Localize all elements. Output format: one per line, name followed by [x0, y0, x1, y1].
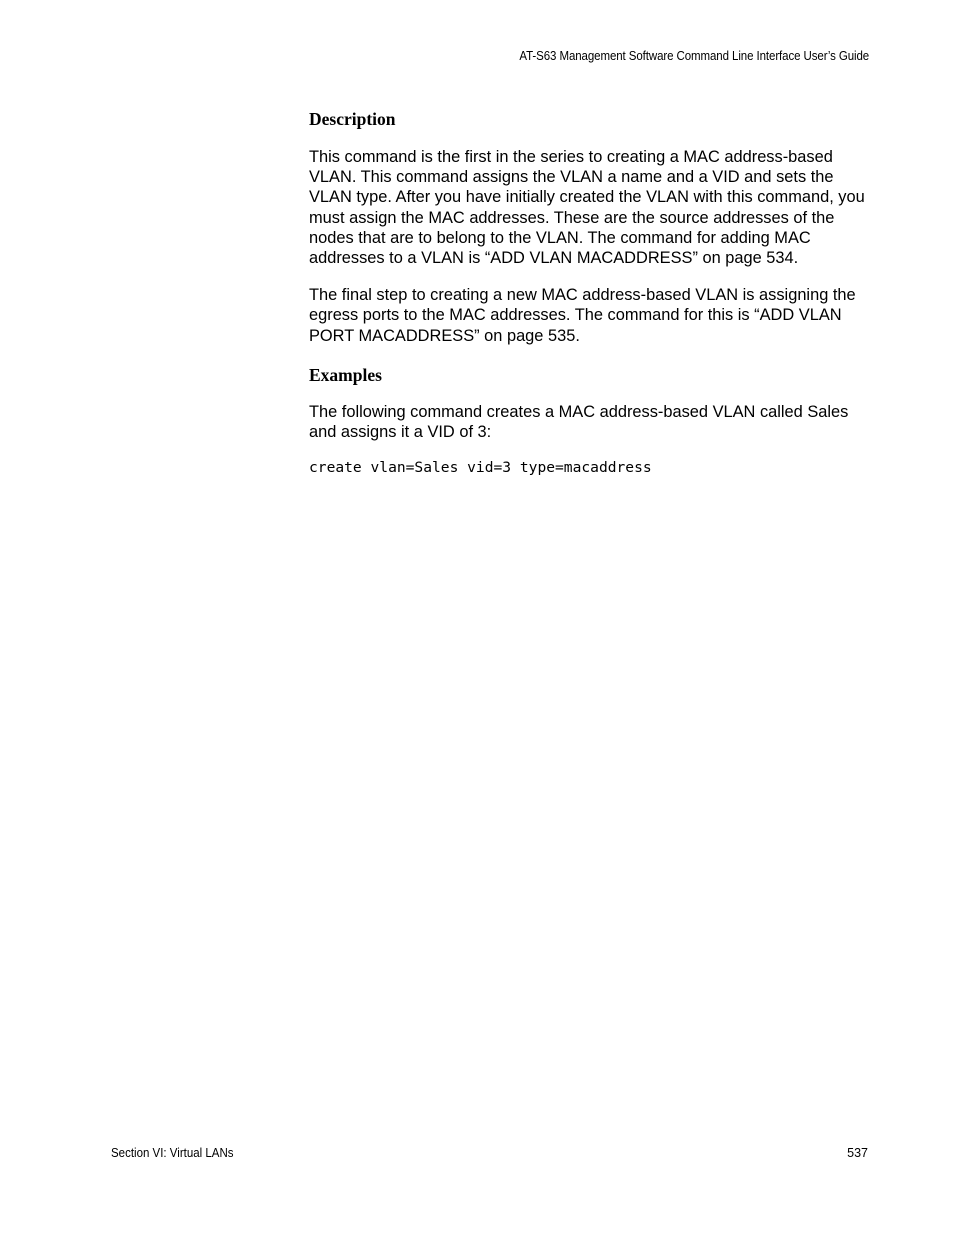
footer-section-title: Section VI: Virtual LANs [111, 1146, 234, 1160]
examples-intro: The following command creates a MAC address-based VLAN called Sales and assigns it a VID of 3: [309, 402, 849, 442]
examples-heading: Examples [309, 364, 382, 385]
description-paragraph-2: The final step to creating a new MAC address-based VLAN is assigning the egress ports to the MAC addresses. The command for this is “ADD VLAN PORT MACADDRESS” on page 535. [309, 286, 856, 345]
footer-page-number: 537 [847, 1146, 868, 1160]
running-header: AT-S63 Management Software Command Line Interface User’s Guide [519, 49, 869, 63]
description-heading: Description [309, 109, 396, 129]
description-paragraph-1: This command is the first in the series to creating a MAC address-based VLAN. This command assigns the VLAN a name and a VID and sets the VLAN type. After you have initially created the VLAN with this command, you must assign the MAC addresses. These are the source addresses of the nodes that are to belong to the VLAN. The command for adding MAC addresses to a VLAN is “ADD VLAN MACADDRESS” on page 534. [309, 148, 865, 268]
command-example: create vlan=Sales vid=3 type=macaddress [309, 459, 652, 477]
main-content [309, 108, 874, 478]
